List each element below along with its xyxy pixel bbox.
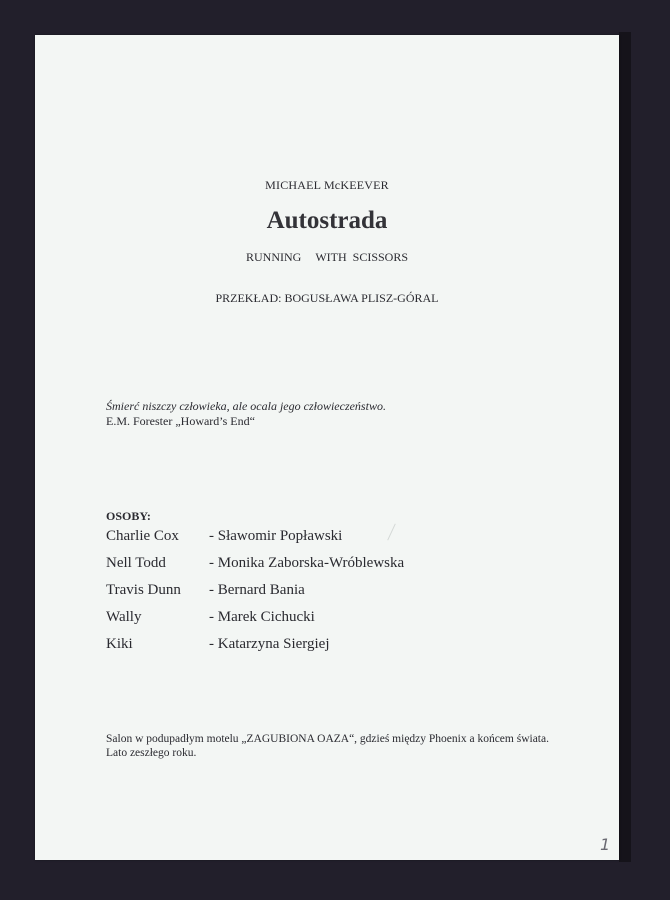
play-title: Autostrada: [266, 207, 388, 234]
cast-actor: - Bernard Bania: [209, 582, 305, 598]
cast-role: Travis Dunn: [106, 582, 181, 598]
document-page: [35, 35, 619, 860]
cast-role: Kiki: [106, 636, 133, 652]
setting-place: Salon w podupadłym motelu „ZAGUBIONA OAZA“, gdzieś między Phoenix a końcem świata.: [106, 733, 549, 745]
setting-time: Lato zeszłego roku.: [106, 747, 197, 759]
cast-actor: - Marek Cichucki: [209, 609, 315, 625]
cast-actor: - Katarzyna Siergiej: [209, 636, 330, 652]
cast-row: [106, 634, 404, 661]
cast-row: [106, 553, 404, 580]
epigraph-attribution: E.M. Forester „Howard’s End“: [106, 414, 255, 428]
author-name: MICHAEL McKEEVER: [265, 178, 389, 192]
cast-actor: - Monika Zaborska-Wróblewska: [209, 555, 405, 571]
cast-row: [106, 607, 404, 634]
cast-heading: OSOBY:: [106, 509, 151, 523]
cast-row: [106, 580, 404, 607]
cast-role: Wally: [106, 609, 142, 625]
epigraph: [106, 399, 386, 429]
cast-role: Nell Todd: [106, 555, 166, 571]
epigraph-quote: Śmierć niszczy człowieka, ale ocala jego człowieczeństwo.: [106, 399, 386, 413]
cast-list: [106, 526, 404, 661]
original-title: [35, 250, 619, 265]
original-title-part-1: RUNNING: [245, 250, 302, 264]
original-title-part-2: WITH SCISSORS: [315, 250, 409, 264]
cast-role: Charlie Cox: [106, 528, 179, 544]
page-number: 1: [600, 835, 611, 854]
setting-description: [106, 732, 606, 760]
translation-credit: PRZEKŁAD: BOGUSŁAWA PLISZ-GÓRAL: [215, 291, 439, 305]
binder-strip: [619, 32, 631, 862]
cast-row: [106, 526, 404, 553]
cast-actor: - Sławomir Popławski: [209, 528, 343, 544]
